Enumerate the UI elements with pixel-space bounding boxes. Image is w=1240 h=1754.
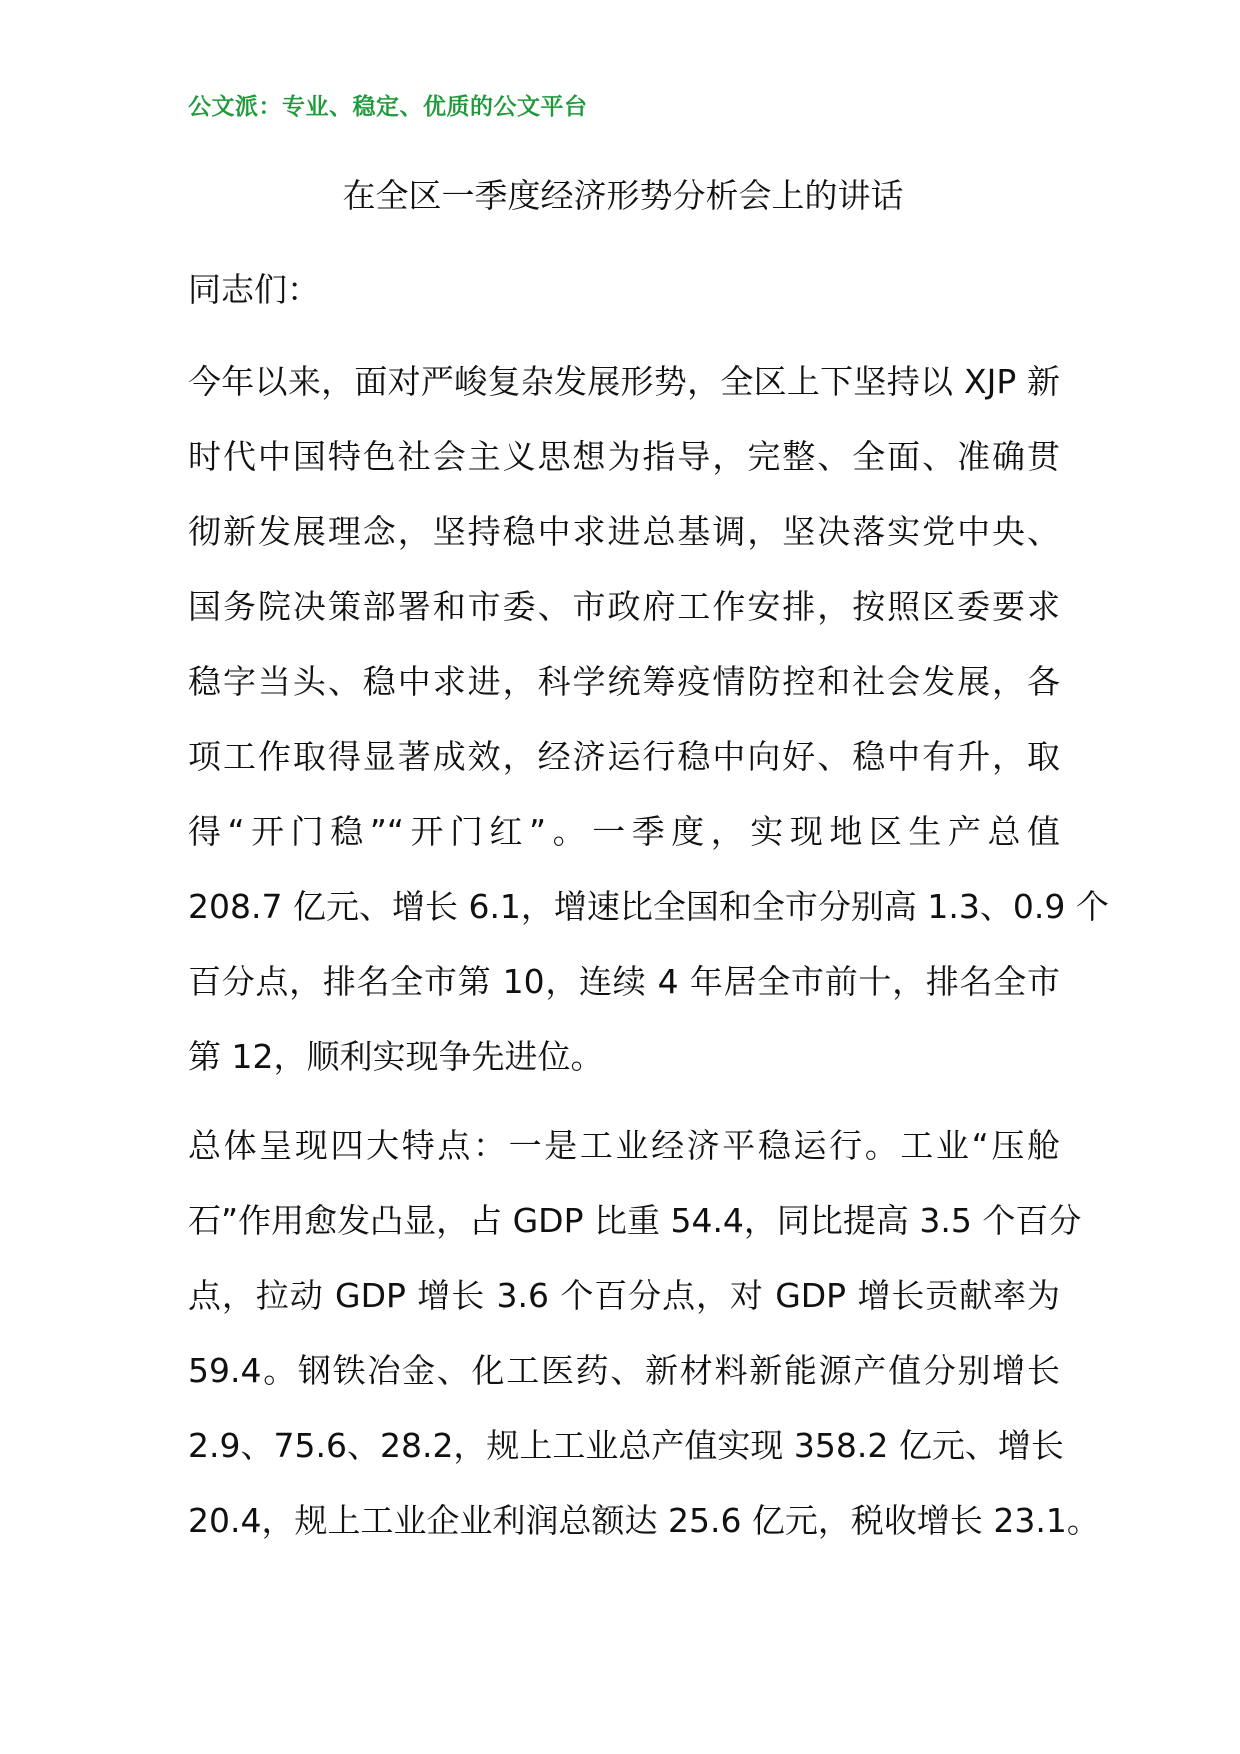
paragraph-line: 国务院决策部署和市委、市政府工作安排，按照区委要求 [188, 587, 1060, 626]
paragraph-line: 20.4，规上工业企业利润总额达 25.6 亿元，税收增长 23.1。 [188, 1501, 1100, 1540]
paragraph-line: 时代中国特色社会主义思想为指导，完整、全面、准确贯 [188, 437, 1060, 476]
paragraph-line: 第 12，顺利实现争先进位。 [188, 1037, 604, 1076]
paragraph-line: 59.4。钢铁冶金、化工医药、新材料新能源产值分别增长 [188, 1351, 1060, 1390]
paragraph-line: 208.7 亿元、增长 6.1，增速比全国和全市分别高 1.3、0.9 个 [188, 887, 1109, 926]
paragraph-line: 2.9、75.6、28.2，规上工业总产值实现 358.2 亿元、增长 [188, 1426, 1064, 1465]
paragraph-line: 项工作取得显著成效，经济运行稳中向好、稳中有升，取 [188, 737, 1060, 776]
paragraph-line: 百分点，排名全市第 10，连续 4 年居全市前十，排名全市 [188, 962, 1060, 1001]
paragraph-1 [188, 344, 1109, 1094]
paragraph-line: 点，拉动 GDP 增长 3.6 个百分点，对 GDP 增长贡献率为 [188, 1276, 1060, 1315]
paragraph-line: 总体呈现四大特点：一是工业经济平稳运行。工业“压舱 [188, 1126, 1060, 1165]
paragraph-line: 今年以来，面对严峻复杂发展形势，全区上下坚持以 XJP 新 [188, 362, 1060, 401]
document-title: 在全区一季度经济形势分析会上的讲话 [342, 176, 904, 215]
brand-header: 公文派：专业、稳定、优质的公文平台 [188, 94, 588, 120]
paragraph-line: 得“开门稳”“开门红”。一季度，实现地区生产总值 [188, 812, 1060, 851]
paragraph-line: 石”作用愈发凸显，占 GDP 比重 54.4，同比提高 3.5 个百分 [188, 1201, 1082, 1240]
salutation: 同志们： [188, 270, 320, 309]
paragraph-line: 稳字当头、稳中求进，科学统筹疫情防控和社会发展，各 [188, 662, 1060, 701]
paragraph-line: 彻新发展理念，坚持稳中求进总基调，坚决落实党中央、 [188, 512, 1060, 551]
paragraph-2 [188, 1108, 1100, 1558]
